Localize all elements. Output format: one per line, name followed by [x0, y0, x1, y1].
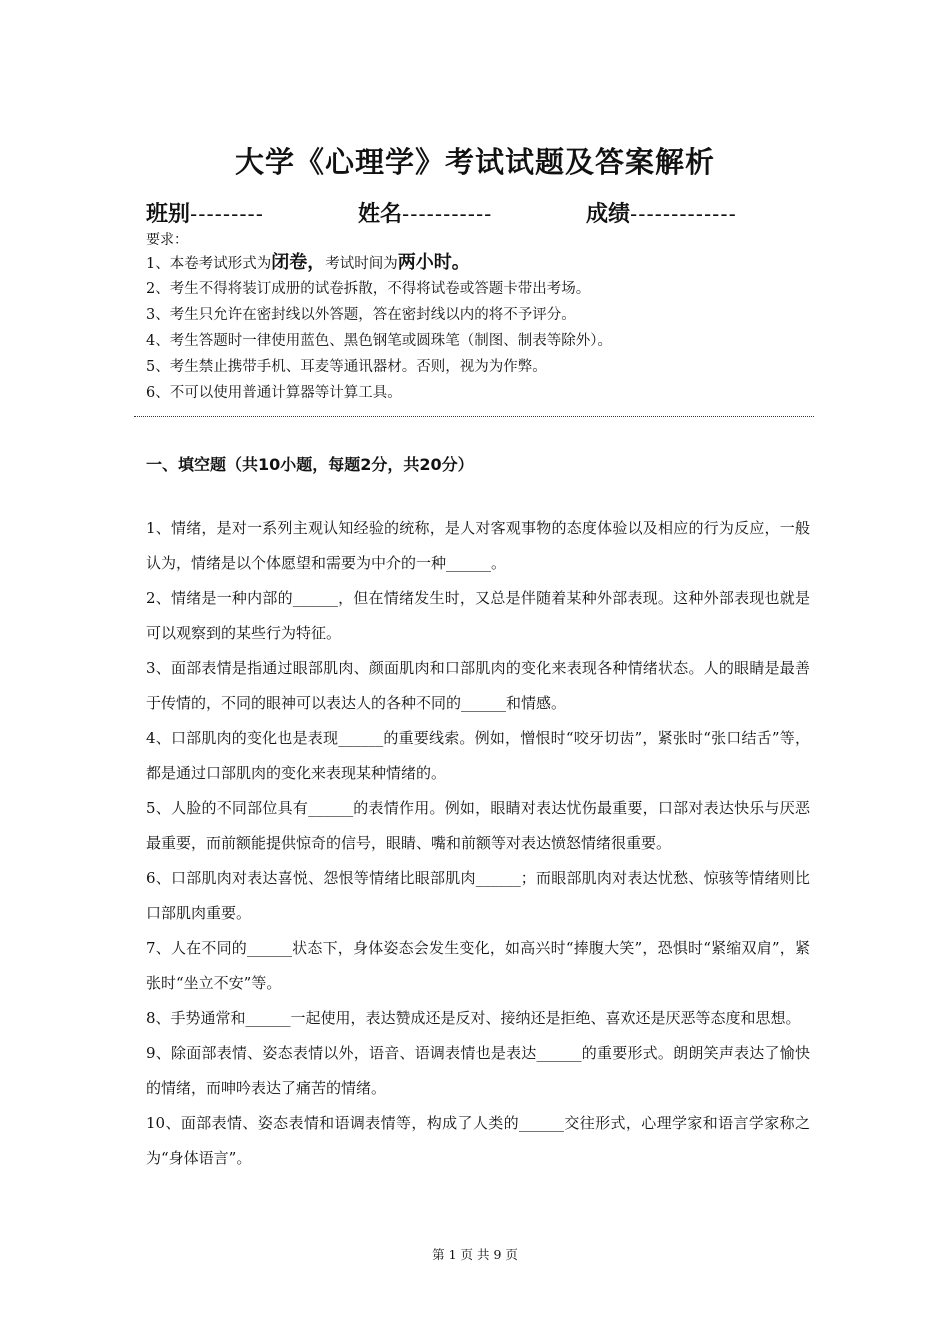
- question-item: 9、除面部表情、姿态表情以外，语音、语调表情也是表达______的重要形式。朗朗笑声表达了愉快的情绪，而呻吟表达了痛苦的情绪。: [146, 1044, 810, 1097]
- question-item: 4、口部肌肉的变化也是表现______的重要线索。例如，憎恨时“咬牙切齿”，紧张时“张口结舌”等，都是通过口部肌肉的变化来表现某种情绪的。: [146, 729, 810, 782]
- student-info-row: [146, 197, 826, 233]
- class-blank[interactable]: ---------: [190, 202, 264, 226]
- name-field[interactable]: [358, 197, 492, 228]
- question-item: 3、面部表情是指通过眼部肌肉、颜面肌肉和口部肌肉的变化来表现各种情绪状态。人的眼睛是最善于传情的，不同的眼神可以表达人的各种不同的______和情感。: [146, 659, 810, 712]
- score-field[interactable]: [586, 197, 737, 228]
- class-field[interactable]: [146, 197, 264, 228]
- question-item: 7、人在不同的______状态下，身体姿态会发生变化，如高兴时“捧腹大笑”，恐惧时“紧缩双肩”，紧张时“坐立不安”等。: [146, 939, 810, 992]
- seal-line-divider: [134, 416, 814, 417]
- section-title: 一、填空题（共10小题，每题2分，共20分）: [146, 455, 474, 474]
- score-blank[interactable]: -------------: [630, 202, 737, 226]
- question-item: 8、手势通常和______一起使用，表达赞成还是反对、接纳还是拒绝、喜欢还是厌恶等态度和思想。: [146, 1009, 801, 1027]
- question-item: 6、口部肌肉对表达喜悦、怨恨等情绪比眼部肌肉______；而眼部肌肉对表达忧愁、惊骇等情绪则比口部肌肉重要。: [146, 869, 810, 922]
- requirement-item: 2、考生不得将装订成册的试卷拆散，不得将试卷或答题卡带出考场。: [146, 281, 591, 297]
- requirement-item: 4、考生答题时一律使用蓝色、黑色钢笔或圆珠笔（制图、制表等除外）。: [146, 333, 612, 349]
- name-label: 姓名: [358, 202, 403, 227]
- requirement-item: 1、本卷考试形式为闭卷，考试时间为两小时。: [146, 252, 470, 273]
- question-item: 2、情绪是一种内部的______，但在情绪发生时，又总是伴随着某种外部表现。这种外部表现也就是可以观察到的某些行为特征。: [146, 589, 810, 642]
- question-item: 10、面部表情、姿态表情和语调表情等，构成了人类的______交往形式，心理学家和语言学家称之为“身体语言”。: [146, 1114, 810, 1167]
- question-list: [146, 511, 810, 1176]
- exam-title: 大学《心理学》考试试题及答案解析: [234, 145, 715, 179]
- question-item: 5、人脸的不同部位具有______的表情作用。例如，眼睛对表达忧伤最重要，口部对表达快乐与厌恶最重要，而前额能提供惊奇的信号，眼睛、嘴和前额等对表达愤怒情绪很重要。: [146, 799, 810, 852]
- question-item: 1、情绪，是对一系列主观认知经验的统称，是人对客观事物的态度体验以及相应的行为反应，一般认为，情绪是以个体愿望和需要为中介的一种______。: [146, 519, 810, 572]
- requirement-item: 5、考生禁止携带手机、耳麦等通讯器材。否则，视为为作弊。: [146, 359, 547, 375]
- requirement-item: 6、不可以使用普通计算器等计算工具。: [146, 385, 402, 401]
- exam-format-emphasis: 闭卷，: [271, 252, 326, 273]
- requirement-item: 3、考生只允许在密封线以外答题，答在密封线以内的将不予评分。: [146, 307, 576, 323]
- requirements-list: [146, 250, 826, 406]
- name-blank[interactable]: -----------: [402, 202, 493, 226]
- class-label: 班别: [146, 202, 191, 227]
- exam-duration-emphasis: 两小时。: [397, 252, 470, 273]
- score-label: 成绩: [586, 202, 631, 227]
- requirements-heading: 要求：: [146, 232, 188, 248]
- page-footer: 第 1 页 共 9 页: [432, 1247, 518, 1262]
